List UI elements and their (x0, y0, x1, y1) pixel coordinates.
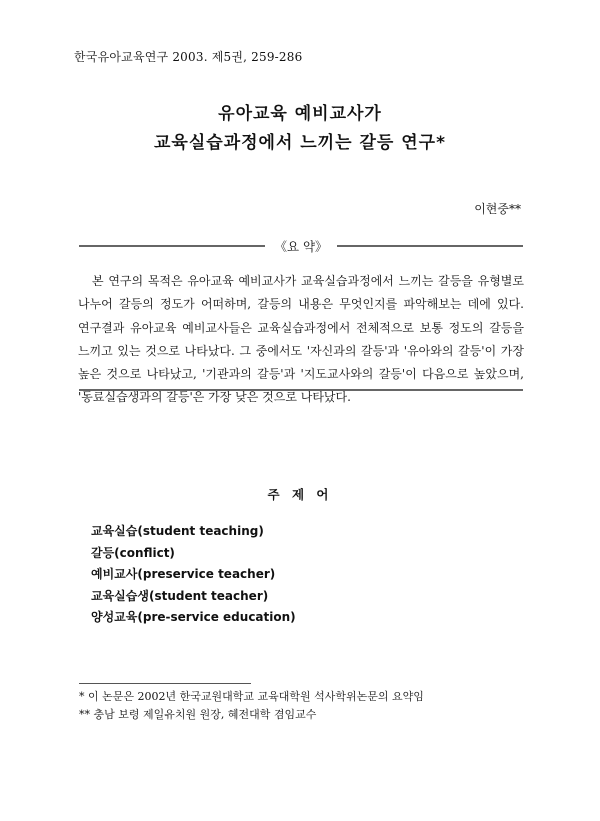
keyword-item: 예비교사(preservice teacher) (91, 567, 276, 581)
divider-left (79, 245, 265, 247)
footnote-1: * 이 논문은 2002년 한국교원대학교 교육대학원 석사학위논문의 요약임 (79, 690, 424, 703)
abstract-heading: 《요 약》 (274, 239, 328, 254)
keyword-item: 교육실습생(student teacher) (91, 588, 269, 603)
keyword-item: 양성교육(pre-service education) (91, 610, 296, 624)
footnote-divider (79, 683, 251, 684)
divider-right (337, 245, 523, 247)
abstract-bottom-divider (79, 389, 523, 391)
paper-title-line-2: 교육실습과정에서 느끼는 갈등 연구* (154, 133, 446, 153)
author-name: 이현중** (474, 202, 521, 216)
abstract-body: 본 연구의 목적은 유아교육 예비교사가 교육실습과정에서 느끼는 갈등을 유형별로 나누어 갈등의 정도가 어떠하며, 갈등의 내용은 무엇인지를 파악해보는 데에 있다. 연구결과 유아교육 예비교사들은 교육실습과정에서 전체적으로 보통 정도의 갈등을 느끼고 있는 것으로 나타났다. 그 중에서도 '자신과의 갈등'과 '유아와의 갈등'이 가장 높은 것으로 나타났고, '기관과의 갈등'과 '지도교사와의 갈등'이 다음으로 높았으며, '동료실습생과의 갈등'은 가장 낮은 것으로 나타났다. (78, 274, 524, 405)
keywords-heading: 주 제 어 (267, 487, 333, 502)
keyword-item: 갈등(conflict) (91, 545, 175, 560)
footnote-2: ** 충남 보령 제일유치원 원장, 혜전대학 겸임교수 (79, 707, 317, 721)
keyword-item: 교육실습(student teaching) (91, 524, 264, 538)
footnotes (79, 688, 424, 723)
abstract-header (79, 236, 523, 256)
paper-title-line-1: 유아교육 예비교사가 (218, 104, 382, 124)
keywords-list (91, 521, 296, 629)
journal-citation: 한국유아교육연구 2003. 제5권, 259-286 (74, 50, 303, 64)
